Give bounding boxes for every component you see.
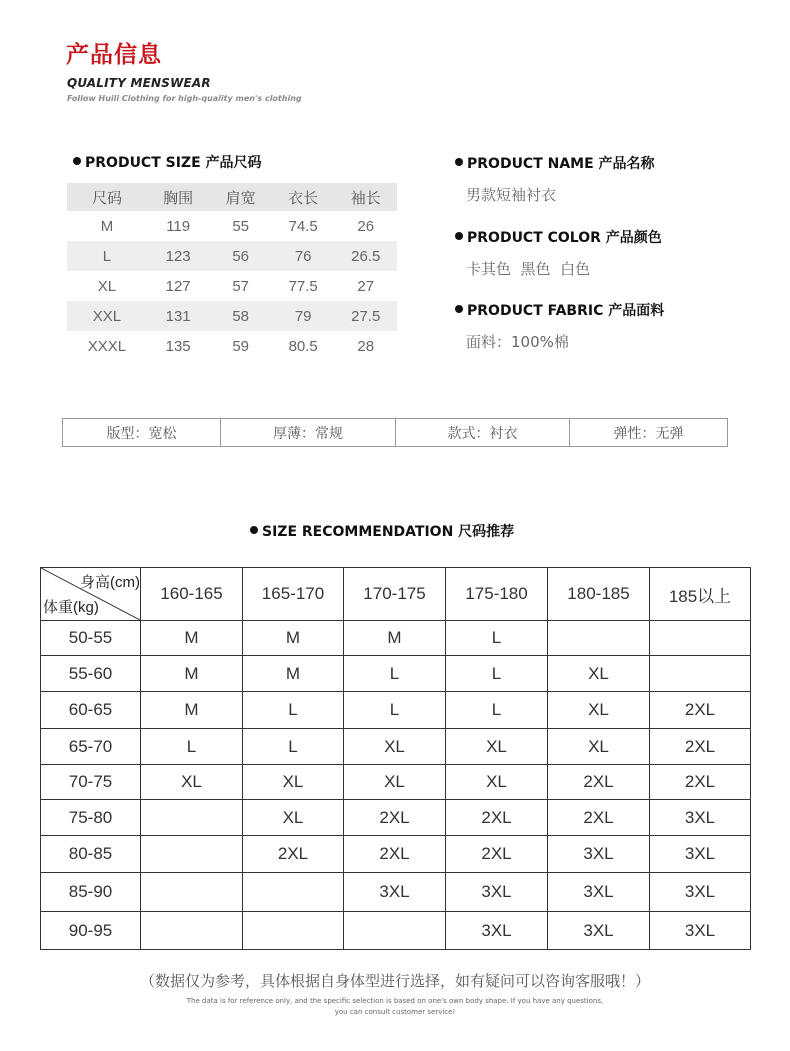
size-cell: 77.5: [288, 277, 318, 295]
size-table-row: [67, 241, 397, 271]
weight-cell: 55-60: [41, 656, 141, 692]
product-color-heading-text: PRODUCT COLOR 产品颜色: [467, 230, 662, 246]
size-cell: XXL: [67, 301, 147, 331]
size-recommendation-cell: 3XL: [548, 912, 650, 950]
size-recommendation-cell: L: [243, 729, 344, 765]
size-recommendation-cell: 3XL: [650, 912, 751, 950]
size-recommendation-cell: 2XL: [446, 800, 548, 836]
size-cell: 119: [166, 217, 191, 235]
weight-cell: 70-75: [41, 765, 141, 800]
size-recommendation-cell: 3XL: [650, 836, 751, 873]
size-recommendation-cell: M: [141, 692, 243, 729]
weight-cell: 75-80: [41, 800, 141, 836]
attribute-bar: [62, 418, 728, 447]
product-fabric-heading: [455, 300, 664, 320]
size-cell: 56: [209, 241, 272, 271]
size-recommendation-cell: 3XL: [344, 873, 446, 912]
size-recommendation-cell: [243, 912, 344, 950]
size-col-header: 袖长: [334, 183, 397, 211]
attribute-style: 款式：衬衣: [396, 419, 570, 446]
weight-cell: 85-90: [41, 873, 141, 912]
weight-cell: 65-70: [41, 729, 141, 765]
size-table-row: [67, 331, 397, 361]
product-name-heading: [455, 153, 655, 173]
size-recommendation-cell: L: [243, 692, 344, 729]
height-header: 180-185: [548, 568, 650, 621]
size-recommendation-cell: [141, 873, 243, 912]
size-recommendation-cell: [650, 656, 751, 692]
size-recommendation-cell: L: [141, 729, 243, 765]
height-header: 170-175: [344, 568, 446, 621]
disclaimer-en-line1: The data is for reference only, and the specific selection is based on one's own body shape. If you have any questions,: [186, 997, 604, 1005]
weight-cell: 90-95: [41, 912, 141, 950]
size-recommendation-cell: 2XL: [650, 765, 751, 800]
size-recommendation-cell: 3XL: [650, 873, 751, 912]
size-cell: 26: [357, 217, 375, 235]
size-table-row: [67, 301, 397, 331]
size-cell: M: [100, 217, 114, 235]
size-recommendation-cell: M: [141, 621, 243, 656]
size-cell: 131: [147, 301, 210, 331]
size-col-header: 尺码: [67, 183, 147, 211]
weight-cell: 50-55: [41, 621, 141, 656]
height-axis-label: 身高(cm): [80, 574, 140, 591]
size-cell: 27: [357, 277, 375, 295]
disclaimer-cn: （数据仅为参考，具体根据自身体型进行选择，如有疑问可以咨询客服哦！）: [139, 972, 650, 990]
size-recommendation-cell: M: [243, 621, 344, 656]
size-recommendation-cell: [141, 800, 243, 836]
size-recommendation-cell: 2XL: [243, 836, 344, 873]
size-table-row: [67, 211, 397, 241]
recommendation-row: [41, 800, 751, 836]
size-recommendation-cell: L: [446, 692, 548, 729]
size-cell: L: [67, 241, 147, 271]
page-title: 产品信息: [66, 42, 162, 68]
bullet-icon: [455, 158, 463, 166]
recommendation-row: [41, 621, 751, 656]
size-recommendation-cell: 3XL: [650, 800, 751, 836]
size-cell: XL: [97, 277, 117, 295]
brand-subtitle: QUALITY MENSWEAR: [67, 76, 211, 90]
size-cell: 135: [165, 337, 191, 355]
size-recommendation-cell: XL: [548, 656, 650, 692]
bullet-icon: [455, 232, 463, 240]
recommendation-row: [41, 873, 751, 912]
size-recommendation-cell: XL: [446, 729, 548, 765]
recommendation-body: [41, 621, 751, 950]
size-table-row: [67, 271, 397, 301]
size-cell: XXXL: [87, 337, 127, 355]
height-header: 165-170: [243, 568, 344, 621]
product-size-heading: [73, 152, 262, 172]
size-recommendation-cell: XL: [344, 765, 446, 800]
recommendation-row: [41, 692, 751, 729]
bullet-icon: [455, 305, 463, 313]
size-recommendation-cell: XL: [446, 765, 548, 800]
size-cell: 58: [209, 301, 272, 331]
weight-axis-label: 体重(kg): [43, 599, 99, 616]
size-recommendation-cell: [141, 836, 243, 873]
size-recommendation-cell: L: [446, 621, 548, 656]
size-cell: 26.5: [334, 241, 397, 271]
product-color-heading: [455, 227, 662, 247]
size-recommendation-cell: 2XL: [650, 692, 751, 729]
recommendation-heading: [250, 521, 514, 541]
size-recommendation-cell: XL: [141, 765, 243, 800]
size-cell: 80.5: [288, 337, 318, 355]
size-recommendation-cell: 2XL: [548, 800, 650, 836]
size-recommendation-cell: [548, 621, 650, 656]
size-recommendation-cell: M: [243, 656, 344, 692]
size-cell: 127: [165, 277, 191, 295]
bullet-icon: [250, 526, 258, 534]
corner-cell: [41, 568, 141, 621]
size-recommendation-cell: [344, 912, 446, 950]
weight-cell: 80-85: [41, 836, 141, 873]
attribute-fit: 版型：宽松: [63, 419, 221, 446]
size-col-header: 肩宽: [209, 183, 272, 211]
size-cell: 27.5: [334, 301, 397, 331]
product-fabric-heading-text: PRODUCT FABRIC 产品面料: [467, 303, 665, 319]
size-cell: 74.5: [288, 217, 318, 235]
size-cell: 79: [272, 301, 335, 331]
size-recommendation-cell: XL: [548, 692, 650, 729]
size-table: [67, 183, 397, 361]
recommendation-row: [41, 836, 751, 873]
size-recommendation-cell: L: [344, 692, 446, 729]
size-recommendation-cell: M: [141, 656, 243, 692]
size-recommendation-cell: 2XL: [650, 729, 751, 765]
size-recommendation-cell: 2XL: [344, 836, 446, 873]
product-color-value: 卡其色 黑色 白色: [466, 260, 591, 278]
attribute-thickness: 厚薄：常规: [221, 419, 396, 446]
product-size-heading-text: PRODUCT SIZE 产品尺码: [85, 155, 262, 171]
size-recommendation-cell: XL: [548, 729, 650, 765]
size-recommendation-cell: 2XL: [548, 765, 650, 800]
size-recommendation-cell: 2XL: [344, 800, 446, 836]
height-header: 160-165: [141, 568, 243, 621]
recommendation-header-row: [41, 568, 751, 621]
size-recommendation-cell: XL: [344, 729, 446, 765]
size-cell: 55: [232, 217, 249, 235]
recommendation-row: [41, 729, 751, 765]
product-fabric-value: 面料：100%棉: [466, 333, 569, 351]
size-cell: 76: [272, 241, 335, 271]
recommendation-row: [41, 765, 751, 800]
size-col-header: 胸围: [147, 183, 210, 211]
size-recommendation-cell: [243, 873, 344, 912]
product-name-value: 男款短袖衬衣: [466, 186, 557, 204]
size-recommendation-cell: 3XL: [548, 836, 650, 873]
size-recommendation-cell: [650, 621, 751, 656]
size-cell: 57: [232, 277, 249, 295]
weight-cell: 60-65: [41, 692, 141, 729]
recommendation-row: [41, 912, 751, 950]
product-name-heading-text: PRODUCT NAME 产品名称: [467, 156, 655, 172]
size-cell: 59: [232, 337, 249, 355]
size-recommendation-cell: 3XL: [548, 873, 650, 912]
size-recommendation-cell: XL: [243, 765, 344, 800]
size-cell: 123: [147, 241, 210, 271]
brand-tagline: Follow Huili Clothing for high-quality men's clothing: [67, 94, 302, 103]
recommendation-table: [40, 567, 751, 950]
size-cell: 28: [357, 337, 375, 355]
size-recommendation-cell: 3XL: [446, 912, 548, 950]
recommendation-row: [41, 656, 751, 692]
height-header: 185以上: [650, 568, 751, 621]
size-recommendation-cell: 2XL: [446, 836, 548, 873]
size-col-header: 衣长: [272, 183, 335, 211]
size-recommendation-cell: L: [446, 656, 548, 692]
size-recommendation-cell: 3XL: [446, 873, 548, 912]
size-table-header-row: [67, 183, 397, 211]
attribute-elasticity: 弹性：无弹: [613, 425, 684, 442]
size-recommendation-cell: [141, 912, 243, 950]
recommendation-heading-text: SIZE RECOMMENDATION 尺码推荐: [262, 524, 515, 540]
bullet-icon: [73, 157, 81, 165]
disclaimer-en-line2: you can consult customer service!: [334, 1008, 456, 1016]
size-recommendation-cell: L: [344, 656, 446, 692]
height-header: 175-180: [446, 568, 548, 621]
size-recommendation-cell: XL: [243, 800, 344, 836]
size-recommendation-cell: M: [344, 621, 446, 656]
